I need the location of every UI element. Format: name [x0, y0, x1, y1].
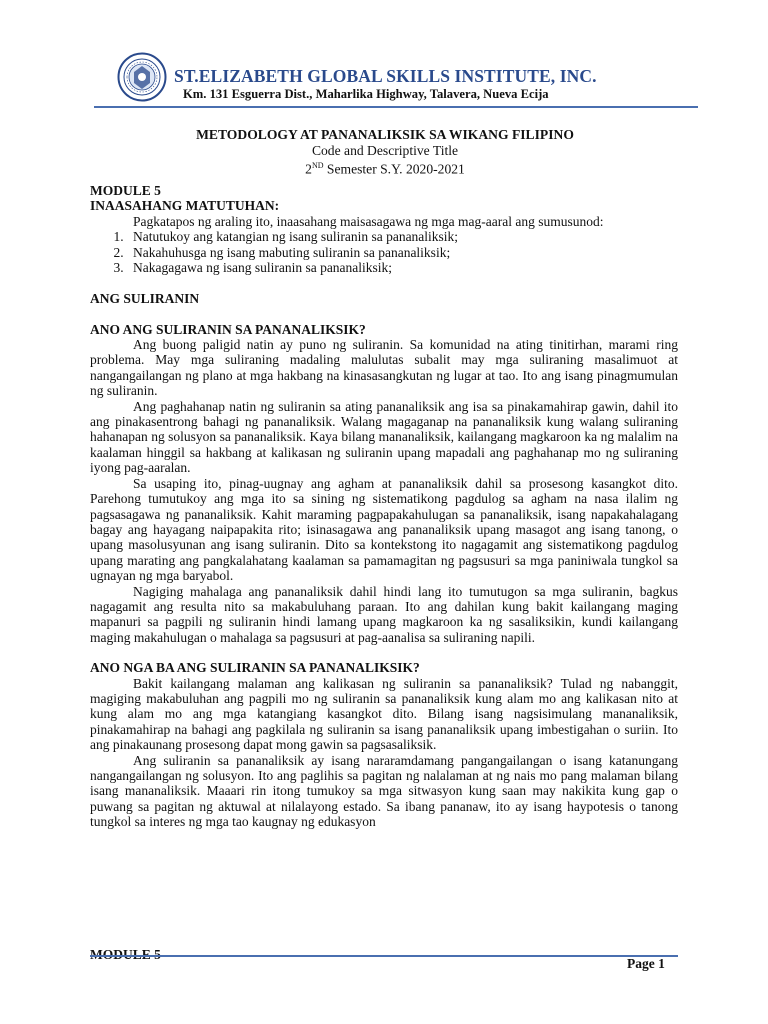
- paragraph: Bakit kailangang malaman ang kalikasan ng suliranin sa pananaliksik? Tulad ng nabanggit, magiging makabuluhan ang pagpili mo ng suliranin sa pananaliksik kung alam mo ang kalikasan nito at kung alam mo ang mga katangiang kasangkot dito. Bilang isang nagsisimulang mananaliksik, pinakamahirap na bahagi ang pagkilala ng suliranin sa isang pananaliksik upang imbestigahan o suriin. Ito ang pinakaunang prosesong dapat mong gawin sa pagsasaliksik.: [90, 675, 678, 753]
- school-name: ST.ELIZABETH GLOBAL SKILLS INSTITUTE, INC.: [174, 66, 597, 86]
- semester-superscript: ND: [311, 161, 324, 170]
- section-heading: ANG SULIRANIN: [90, 290, 200, 306]
- module-content: [90, 183, 678, 830]
- semester-number: 2: [305, 161, 312, 177]
- paragraph: Ang paghahanap natin ng suliranin sa ating pananaliksik ang isa sa pinakamahirap gawin, dahil ito ang pinakasentrong bahagi ng pananaliksik. Walang magaganap na pananaliksik kung walang suliraning hahanapan ng solusyon sa pananaliksik. Kaya bilang mananaliksik, kailangang magkaroon ka ng malalim na kaalaman hinggil sa hakbang at kalikasan ng suliranin upang mapadali ang paghahanap mo ng suliraning iyong pag-aaralan.: [90, 398, 678, 476]
- paragraph: Ang suliranin sa pananaliksik ay isang nararamdamang pangangailangan o isang katanungang nangangailangan ng solusyon. Ito ang paglihis sa pagitan ng nalalaman at ng nais mo pang malaman bilang isang mananaliksik. Maaari rin itong tumukoy sa mga sitwasyon kung saan may nakikita kung gap o puwang sa pagitan ng aktuwal at nilalayong estado. Sa ibang pananaw, ito ay isang haypotesis o tanong tungkol sa interes ng mga tao kaugnay ng edukasyon: [90, 752, 678, 830]
- school-address: Km. 131 Esguerra Dist., Maharlika Highway, Talavera, Nueva Ecija: [183, 87, 549, 101]
- objectives-list: [90, 229, 678, 275]
- school-seal-logo-icon: [117, 52, 167, 102]
- section-subheading: ANO ANG SULIRANIN SA PANANALIKSIK?: [90, 321, 366, 337]
- course-subtitle: Code and Descriptive Title: [311, 142, 459, 158]
- header-divider: [94, 106, 698, 108]
- section-heading: ANO NGA BA ANG SULIRANIN SA PANANALIKSIK?: [90, 660, 420, 676]
- module-label: MODULE 5: [90, 183, 161, 198]
- paragraph: Ang buong paligid natin ay puno ng suliranin. Sa komunidad na ating tinitirhan, marami ring problema. May mga suliraning madaling malulutas subalit may mga suliraning masalimuot at nangangailangan ng plano at mga hakbang na kinasasangkutan ng lugar at tao. Ito ang isang pinagmumulan ng suliranin.: [90, 337, 678, 399]
- semester-line: [90, 158, 680, 177]
- course-title-block: [90, 127, 680, 177]
- objective-item: 3. Nakagagawa ng isang suliranin sa pananaliksik;: [127, 260, 678, 275]
- objectives-heading: INAASAHANG MATUTUHAN:: [90, 198, 280, 214]
- footer-divider: [90, 955, 678, 957]
- course-title: METODOLOGY AT PANANALIKSIK SA WIKANG FILIPINO: [196, 127, 574, 142]
- page-number: Page 1: [627, 956, 665, 971]
- objective-item: 2. Nakahuhusga ng isang mabuting suliranin sa pananaliksik;: [127, 245, 678, 260]
- objectives-intro: Pagkatapos ng araling ito, inaasahang maisasagawa ng mga mag-aaral ang sumusunod:: [133, 213, 604, 229]
- paragraph: Nagiging mahalaga ang pananaliksik dahil hindi lang ito tumutugon sa mga suliranin, bagkus nagagamit ang resulta nito sa makabuluhang paraan. Ito ang dahilan kung bakit kailangang maging mapanuri sa pagpili ng suliranin hindi lamang upang magkaroon ka ng sasaliksikin, kundi kailangang maging makahulugan o mahalaga sa pagsusuri at pag-aanalisa sa suliraning napili.: [90, 583, 678, 645]
- semester-text: Semester S.Y. 2020-2021: [323, 161, 465, 177]
- paragraph: Sa usaping ito, pinag-uugnay ang agham at pananaliksik dahil sa prosesong kasangkot dito. Parehong tumutukoy ang mga ito sa sining ng sistematikong pagdulog sa agham na nasa ilalim ng pagsasagawa ng pananaliksik. Kahit maraming pagpapakahulugan sa pananaliksik, isang napakahalagang bagay ang hayagang naipapakita rito; isinasagawa ang pananaliksik upang masagot ang isang tanong, o upang masolusyunan ang isang suliranin. Dito sa kontekstong ito nagagamit ang sistematikong pagdulog upang marating ang pangkalahatang kaalaman sa pamamagitan ng pagsusuri sa mga paniniwala tungkol sa ugnayan ng mga baryabol.: [90, 475, 678, 584]
- objective-item: 1. Natutukoy ang katangian ng isang suliranin sa pananaliksik;: [127, 229, 678, 244]
